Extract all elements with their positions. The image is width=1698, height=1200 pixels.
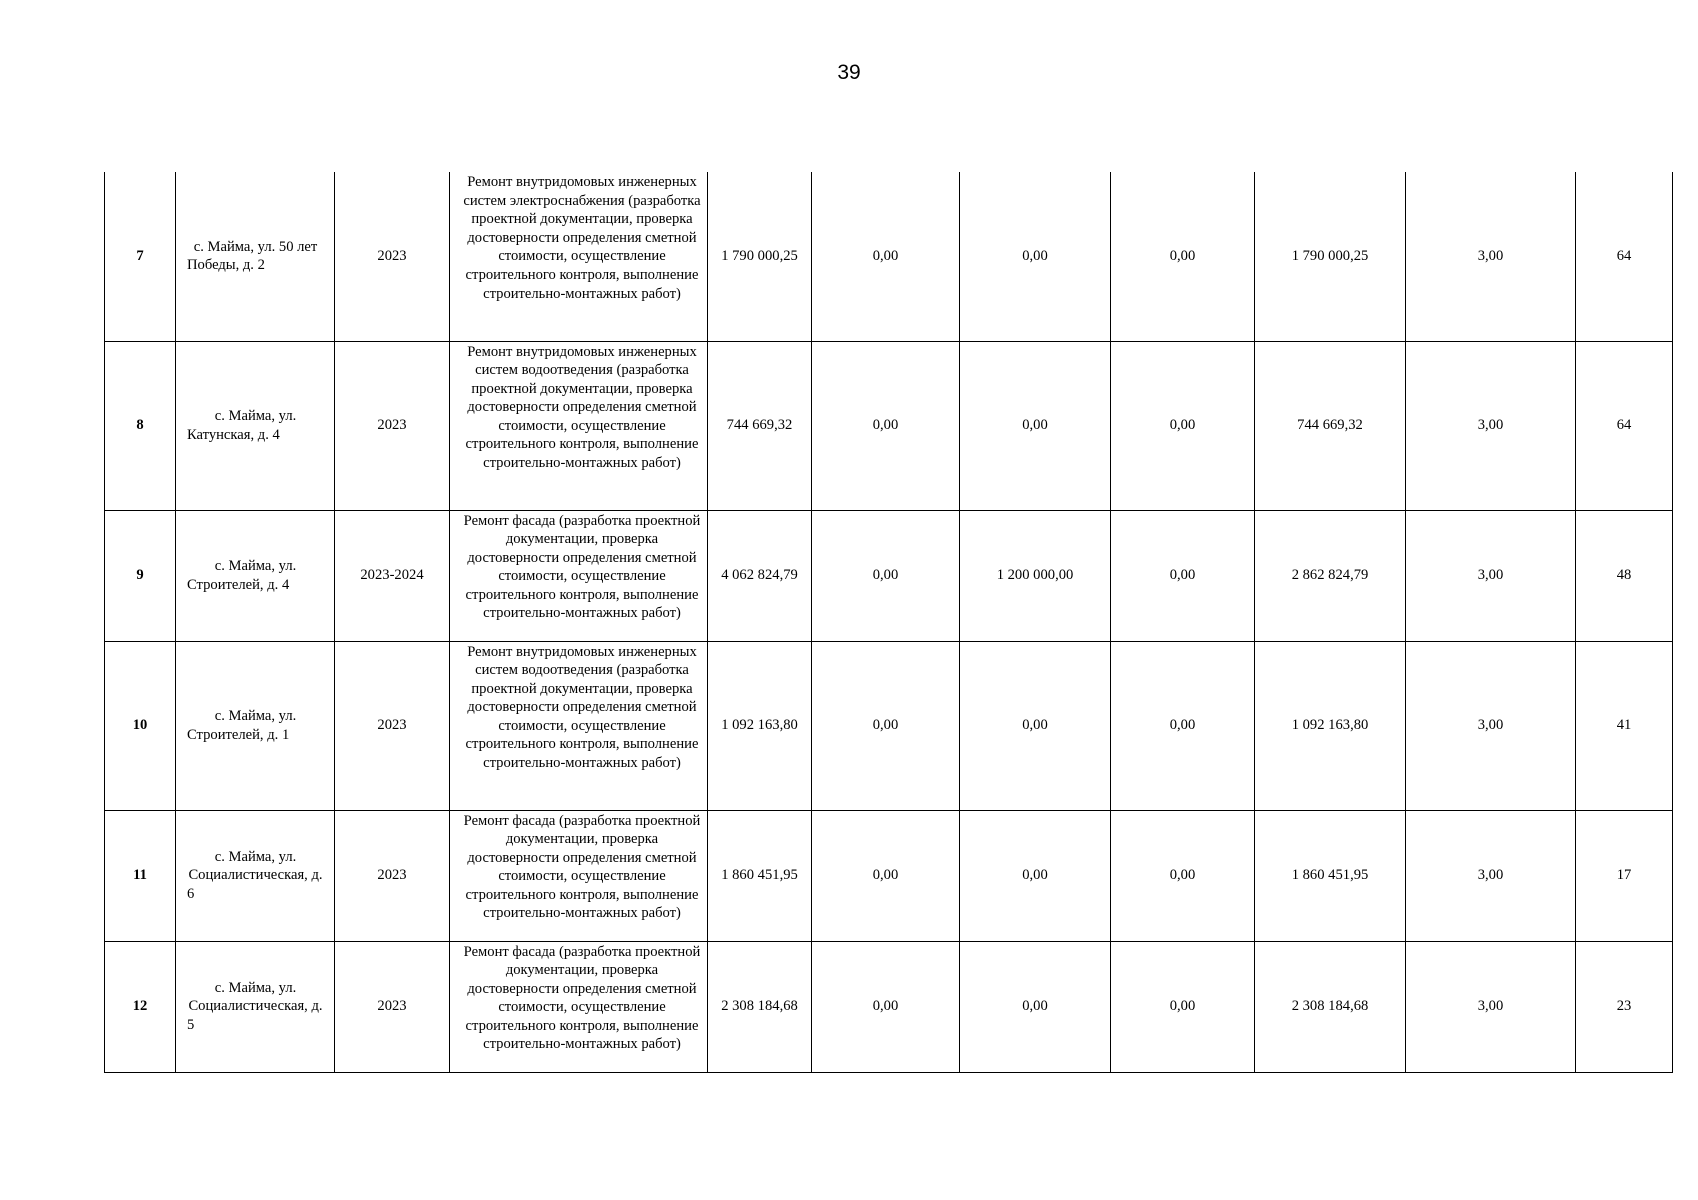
count-cell: 48 bbox=[1576, 510, 1673, 641]
work-description-text: Ремонт внутридомовых инженерных систем электроснабжения (разработка проектной документации, проверка достоверности определения сметной стоимости, осуществление строительного контроля, выполнение строительно-монтажных работ) bbox=[463, 174, 701, 302]
amount-cell: 0,00 bbox=[812, 341, 960, 510]
work-description-cell bbox=[450, 341, 708, 510]
period-cell: 2023 bbox=[335, 810, 450, 941]
amount-cell: 0,00 bbox=[960, 341, 1111, 510]
count-cell: 64 bbox=[1576, 172, 1673, 341]
repair-works-table bbox=[104, 172, 1673, 1073]
row-number: 10 bbox=[105, 641, 176, 810]
amount-cell: 0,00 bbox=[960, 941, 1111, 1072]
work-description-cell bbox=[450, 510, 708, 641]
value-cell: 3,00 bbox=[1406, 172, 1576, 341]
work-description-text: Ремонт фасада (разработка проектной документации, проверка достоверности определения сметной стоимости, осуществление строительного контроля, выполнение строительно-монтажных работ) bbox=[463, 512, 701, 622]
work-description-text: Ремонт фасада (разработка проектной документации, проверка достоверности определения сметной стоимости, осуществление строительного контроля, выполнение строительно-монтажных работ) bbox=[463, 812, 701, 922]
amount-cell: 0,00 bbox=[1111, 510, 1255, 641]
address-cell: с. Майма, ул. Социалистическая, д. 6 bbox=[176, 810, 335, 941]
row-number: 9 bbox=[105, 510, 176, 641]
amount-cell: 0,00 bbox=[812, 941, 960, 1072]
amount-cell: 1 860 451,95 bbox=[1255, 810, 1406, 941]
count-cell: 23 bbox=[1576, 941, 1673, 1072]
page-number: 39 bbox=[837, 61, 861, 84]
work-description-cell bbox=[450, 810, 708, 941]
amount-cell: 0,00 bbox=[1111, 941, 1255, 1072]
table-row bbox=[105, 810, 1673, 941]
address-cell: с. Майма, ул. Строителей, д. 1 bbox=[176, 641, 335, 810]
amount-cell: 2 308 184,68 bbox=[1255, 941, 1406, 1072]
work-description-text: Ремонт фасада (разработка проектной документации, проверка достоверности определения сметной стоимости, осуществление строительного контроля, выполнение строительно-монтажных работ) bbox=[463, 943, 701, 1053]
table-row bbox=[105, 510, 1673, 641]
table-row bbox=[105, 341, 1673, 510]
amount-cell: 0,00 bbox=[812, 510, 960, 641]
amount-cell: 0,00 bbox=[812, 810, 960, 941]
table-body bbox=[105, 172, 1673, 1072]
amount-cell: 0,00 bbox=[812, 172, 960, 341]
amount-cell: 2 862 824,79 bbox=[1255, 510, 1406, 641]
total-cost-cell: 2 308 184,68 bbox=[708, 941, 812, 1072]
amount-cell: 0,00 bbox=[1111, 341, 1255, 510]
value-cell: 3,00 bbox=[1406, 810, 1576, 941]
period-cell: 2023 bbox=[335, 341, 450, 510]
total-cost-cell: 744 669,32 bbox=[708, 341, 812, 510]
amount-cell: 0,00 bbox=[960, 641, 1111, 810]
value-cell: 3,00 bbox=[1406, 341, 1576, 510]
amount-cell: 0,00 bbox=[812, 641, 960, 810]
total-cost-cell: 4 062 824,79 bbox=[708, 510, 812, 641]
count-cell: 41 bbox=[1576, 641, 1673, 810]
amount-cell: 1 200 000,00 bbox=[960, 510, 1111, 641]
amount-cell: 1 092 163,80 bbox=[1255, 641, 1406, 810]
count-cell: 64 bbox=[1576, 341, 1673, 510]
table-row bbox=[105, 641, 1673, 810]
count-cell: 17 bbox=[1576, 810, 1673, 941]
work-description-cell bbox=[450, 941, 708, 1072]
amount-cell: 744 669,32 bbox=[1255, 341, 1406, 510]
row-number: 11 bbox=[105, 810, 176, 941]
row-number: 7 bbox=[105, 172, 176, 341]
amount-cell: 0,00 bbox=[1111, 810, 1255, 941]
table-row bbox=[105, 941, 1673, 1072]
work-description-cell bbox=[450, 641, 708, 810]
amount-cell: 0,00 bbox=[960, 172, 1111, 341]
work-description-cell bbox=[450, 172, 708, 341]
period-cell: 2023 bbox=[335, 941, 450, 1072]
address-cell: с. Майма, ул. Катунская, д. 4 bbox=[176, 341, 335, 510]
work-description-text: Ремонт внутридомовых инженерных систем водоотведения (разработка проектной документации, проверка достоверности определения сметной стоимости, осуществление строительного контроля, выполнение строительно-монтажных работ) bbox=[465, 343, 699, 472]
total-cost-cell: 1 092 163,80 bbox=[708, 641, 812, 810]
address-cell: с. Майма, ул. Социалистическая, д. 5 bbox=[176, 941, 335, 1072]
address-cell: с. Майма, ул. 50 лет Победы, д. 2 bbox=[176, 172, 335, 341]
row-number: 8 bbox=[105, 341, 176, 510]
amount-cell: 0,00 bbox=[1111, 641, 1255, 810]
work-description-text: Ремонт внутридомовых инженерных систем водоотведения (разработка проектной документации, проверка достоверности определения сметной стоимости, осуществление строительного контроля, выполнение строительно-монтажных работ) bbox=[465, 643, 699, 772]
table-row bbox=[105, 172, 1673, 341]
value-cell: 3,00 bbox=[1406, 641, 1576, 810]
total-cost-cell: 1 790 000,25 bbox=[708, 172, 812, 341]
row-number: 12 bbox=[105, 941, 176, 1072]
period-cell: 2023 bbox=[335, 641, 450, 810]
value-cell: 3,00 bbox=[1406, 941, 1576, 1072]
period-cell: 2023-2024 bbox=[335, 510, 450, 641]
amount-cell: 0,00 bbox=[960, 810, 1111, 941]
amount-cell: 0,00 bbox=[1111, 172, 1255, 341]
amount-cell: 1 790 000,25 bbox=[1255, 172, 1406, 341]
address-cell: с. Майма, ул. Строителей, д. 4 bbox=[176, 510, 335, 641]
value-cell: 3,00 bbox=[1406, 510, 1576, 641]
period-cell: 2023 bbox=[335, 172, 450, 341]
total-cost-cell: 1 860 451,95 bbox=[708, 810, 812, 941]
